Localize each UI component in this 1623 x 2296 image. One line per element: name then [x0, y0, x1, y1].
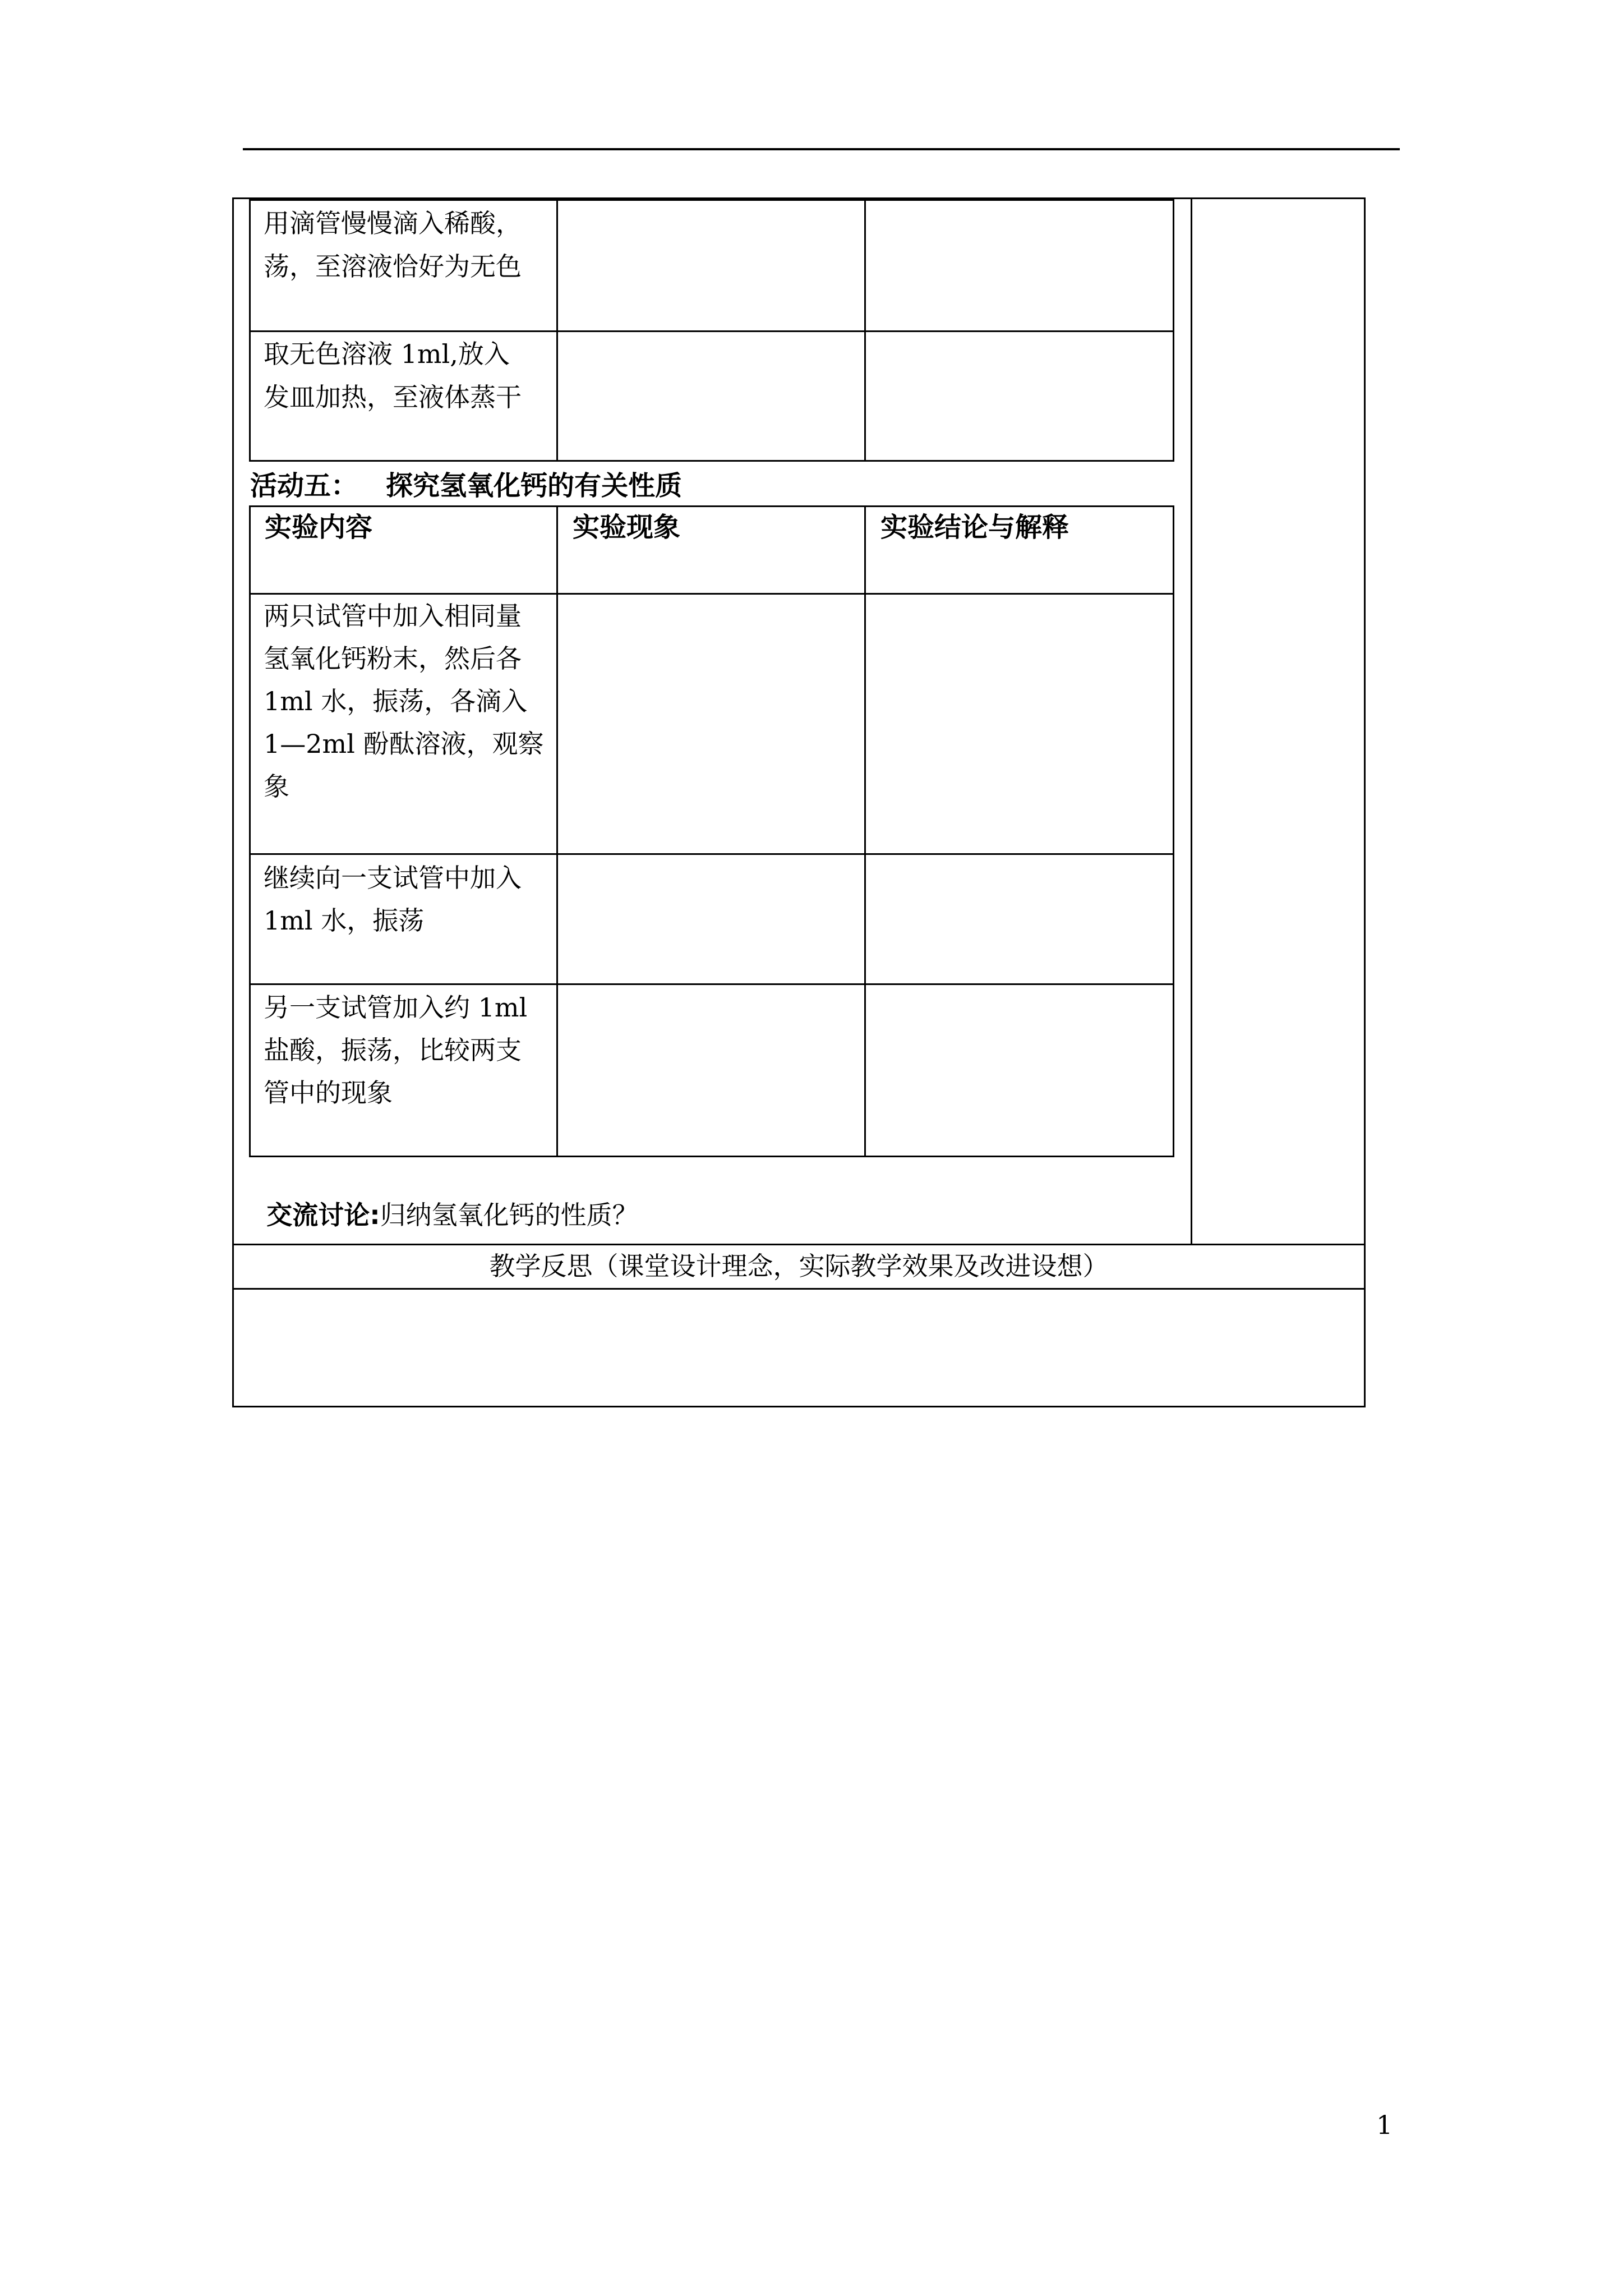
discussion-label: 交流讨论:	[266, 1200, 380, 1230]
reflection-header-bottom	[232, 1288, 1366, 1290]
a5-header-phenomenon: 实验现象	[573, 512, 681, 543]
top-table-col1	[556, 199, 558, 462]
a5-row3-line2: 盐酸，振荡，比较两支	[264, 1035, 522, 1065]
a5-table-right	[1173, 505, 1174, 1157]
a5-row3-line3: 管中的现象	[264, 1078, 393, 1108]
a5-header-content: 实验内容	[265, 512, 373, 543]
top-table-bottom	[249, 460, 1174, 462]
a5-col1	[556, 505, 558, 1157]
a5-row1-line2: 氢氧化钙粉末，然后各	[264, 643, 522, 674]
discussion-text: 归纳氢氧化钙的性质？	[380, 1200, 638, 1230]
top-table-right	[1173, 199, 1174, 462]
top-row2-line2: 发皿加热，至液体蒸干	[264, 382, 522, 412]
outer-bottom-border	[232, 1406, 1366, 1407]
a5-header-conclusion: 实验结论与解释	[880, 512, 1069, 543]
top-table-left	[249, 199, 251, 462]
discussion	[250, 1165, 638, 1232]
a5-row3-line1: 另一支试管加入约 1ml	[264, 992, 528, 1023]
a5-table-top	[249, 505, 1174, 507]
top-row1-line1: 用滴管慢慢滴入稀酸，	[264, 208, 522, 238]
a5-row2-line1: 继续向一支试管中加入	[264, 863, 522, 893]
a5-row2-line2: 1ml 水，振荡	[264, 905, 425, 936]
outer-inner-divider	[1191, 197, 1192, 1245]
a5-row1-line5: 象	[264, 771, 289, 802]
a5-table-left	[249, 505, 251, 1157]
a5-table-bottom	[249, 1156, 1174, 1157]
top-row2-line1: 取无色溶液 1ml,放入	[264, 339, 510, 369]
activity5-title: 活动五： 探究氢氧化钙的有关性质	[250, 470, 683, 501]
a5-row1-line3: 1ml 水，振荡，各滴入	[264, 686, 528, 716]
outer-right-border	[1364, 197, 1366, 1407]
top-row1-line2: 荡，至溶液恰好为无色	[264, 251, 522, 282]
a5-row1-line4: 1—2ml 酚酞溶液，观察	[264, 729, 544, 759]
top-table-col2	[864, 199, 866, 462]
page-number: 1	[1376, 2110, 1393, 2140]
outer-left-border	[232, 197, 234, 1407]
reflection-top-border	[232, 1244, 1366, 1245]
a5-row1-line1: 两只试管中加入相同量	[264, 601, 522, 631]
page-header-rule	[243, 148, 1400, 150]
a5-col2	[864, 505, 866, 1157]
reflection-header: 教学反思（课堂设计理念，实际教学效果及改进设想）	[489, 1251, 1109, 1281]
